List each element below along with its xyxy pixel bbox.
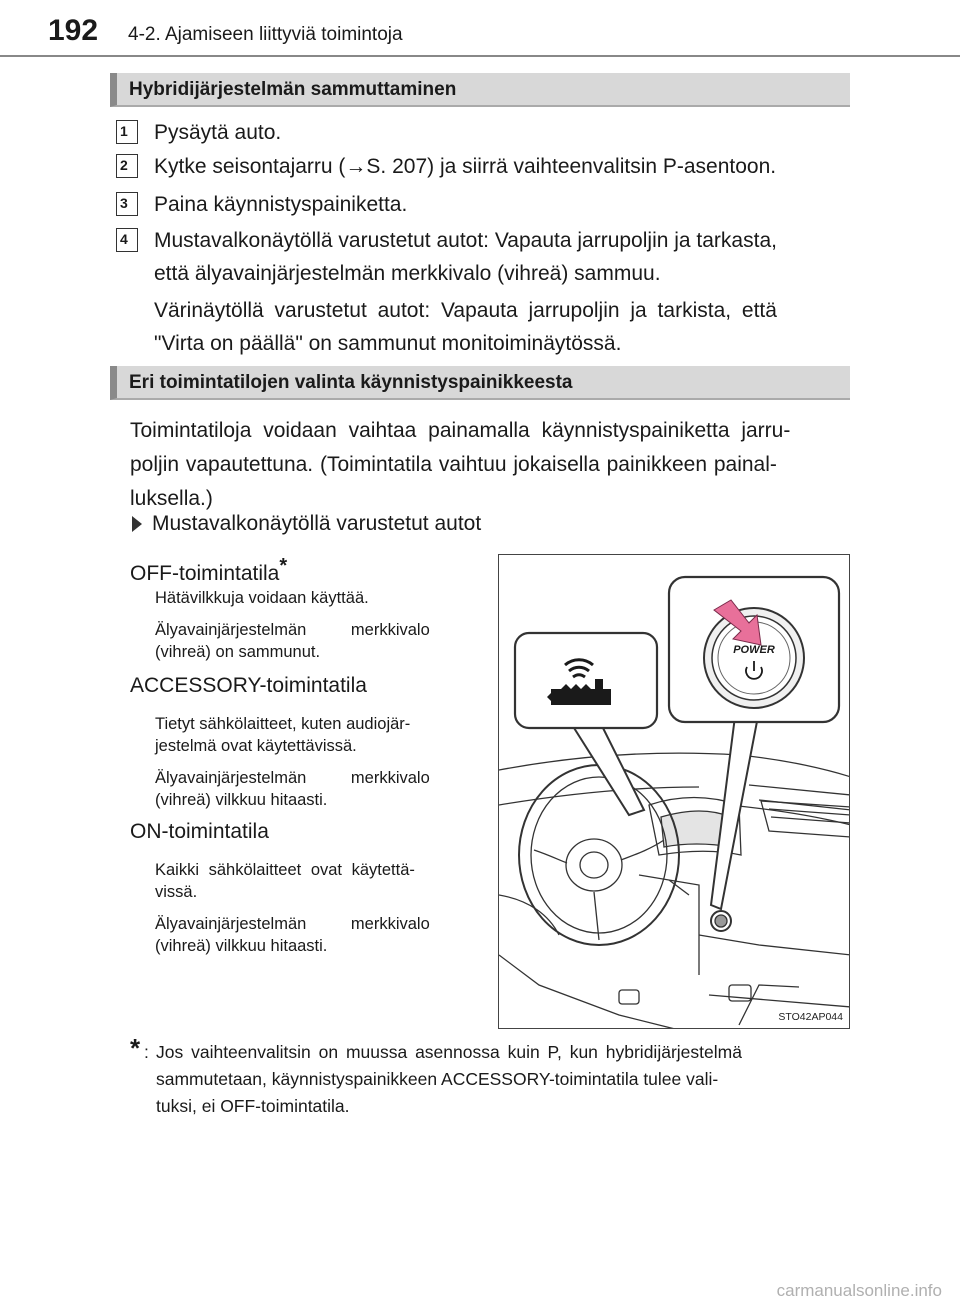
subheading-text: Mustavalkonäytöllä varustetut autot — [152, 512, 482, 535]
mode-line: vissä. — [155, 883, 198, 901]
footnote-line: sammutetaan, käynnistyspainikkeen ACCESSORY-toimintatila tulee vali- — [156, 1069, 719, 1089]
mode-line: Älyavainjärjestelmän merkkivalo — [155, 621, 430, 639]
watermark: carmanualsonline.info — [776, 1281, 942, 1300]
step-text: Pysäytä auto. — [154, 121, 282, 144]
figure-code: STO42AP044 — [778, 1011, 843, 1023]
mode-line: Hätävilkkuja voidaan käyttää. — [155, 589, 369, 607]
mode-line: jestelmä ovat käytettävissä. — [155, 737, 357, 755]
step-text: Paina käynnistyspainiketta. — [154, 193, 408, 216]
step-number: 2 — [116, 154, 138, 178]
footnote-line: Jos vaihteenvalitsin on muussa asennossa kuin P, kun hybridijärjestelmä — [156, 1042, 742, 1062]
footnote-star: * — [130, 1033, 141, 1063]
mode-line: (vihreä) on sammunut. — [155, 643, 321, 661]
mode-line: Tietyt sähkölaitteet, kuten audiojär- — [155, 715, 411, 733]
step-3 — [116, 188, 850, 222]
step-text: Mustavalkonäytöllä varustetut autot: Vapauta jarrupoljin ja tarkasta, — [154, 229, 777, 252]
step-text: että älyavainjärjestelmän merkkivalo (vihreä) sammuu. — [154, 262, 661, 285]
mode-title-off — [130, 552, 287, 588]
step-number: 1 — [116, 120, 138, 144]
mode-line: Älyavainjärjestelmän merkkivalo — [155, 915, 430, 933]
mode-title-accessory: ACCESSORY-toimintatila — [130, 674, 367, 697]
subheading — [130, 509, 481, 539]
mode-line: (vihreä) vilkkuu hitaasti. — [155, 937, 328, 955]
intro-line: luksella.) — [130, 487, 213, 510]
mode-line: Kaikki sähkölaitteet ovat käytettä- — [155, 861, 415, 879]
step-1 — [116, 116, 850, 150]
chapter-title: 4-2. Ajamiseen liittyviä toimintoja — [128, 24, 403, 45]
mode-line: Älyavainjärjestelmän merkkivalo — [155, 769, 430, 787]
triangle-bullet-icon — [132, 516, 142, 532]
header-rule — [0, 55, 960, 57]
step-4 — [116, 224, 850, 354]
page-number: 192 — [48, 14, 99, 47]
footnote-marker: * — [279, 555, 288, 577]
step-text: "Virta on päällä" on sammunut monitoiminäytössä. — [154, 332, 622, 355]
section-title-shutdown: Hybridijärjestelmän sammuttaminen — [110, 73, 850, 107]
footnote-line: tuksi, ei OFF-toimintatila. — [156, 1096, 350, 1116]
section-title-modes: Eri toimintatilojen valinta käynnistyspainikkeesta — [110, 366, 850, 400]
step-number: 3 — [116, 192, 138, 216]
mode-line: (vihreä) vilkkuu hitaasti. — [155, 791, 328, 809]
step-2 — [116, 150, 850, 184]
intro-line: poljin vapautettuna. (Toimintatila vaihtuu jokaisella painikkeen painal- — [130, 453, 777, 476]
svg-text:POWER: POWER — [733, 644, 775, 656]
intro-line: Toimintatiloja voidaan vaihtaa painamalla käynnistyspainiketta jarru- — [130, 419, 791, 442]
step-text: Värinäytöllä varustetut autot: Vapauta jarrupoljin ja tarkista, että — [154, 299, 777, 322]
footnote-text — [156, 1039, 850, 1120]
step-number: 4 — [116, 228, 138, 252]
step-text: Kytke seisontajarru (→S. 207) ja siirrä vaihteenvalitsin P-asentoon. — [154, 155, 777, 178]
dashboard-illustration — [498, 554, 850, 1029]
footnote-colon: : — [144, 1042, 149, 1062]
dashboard-drawing — [499, 555, 850, 1029]
mode-title-text: OFF-toimintatila — [130, 562, 280, 585]
mode-title-on: ON-toimintatila — [130, 820, 269, 843]
